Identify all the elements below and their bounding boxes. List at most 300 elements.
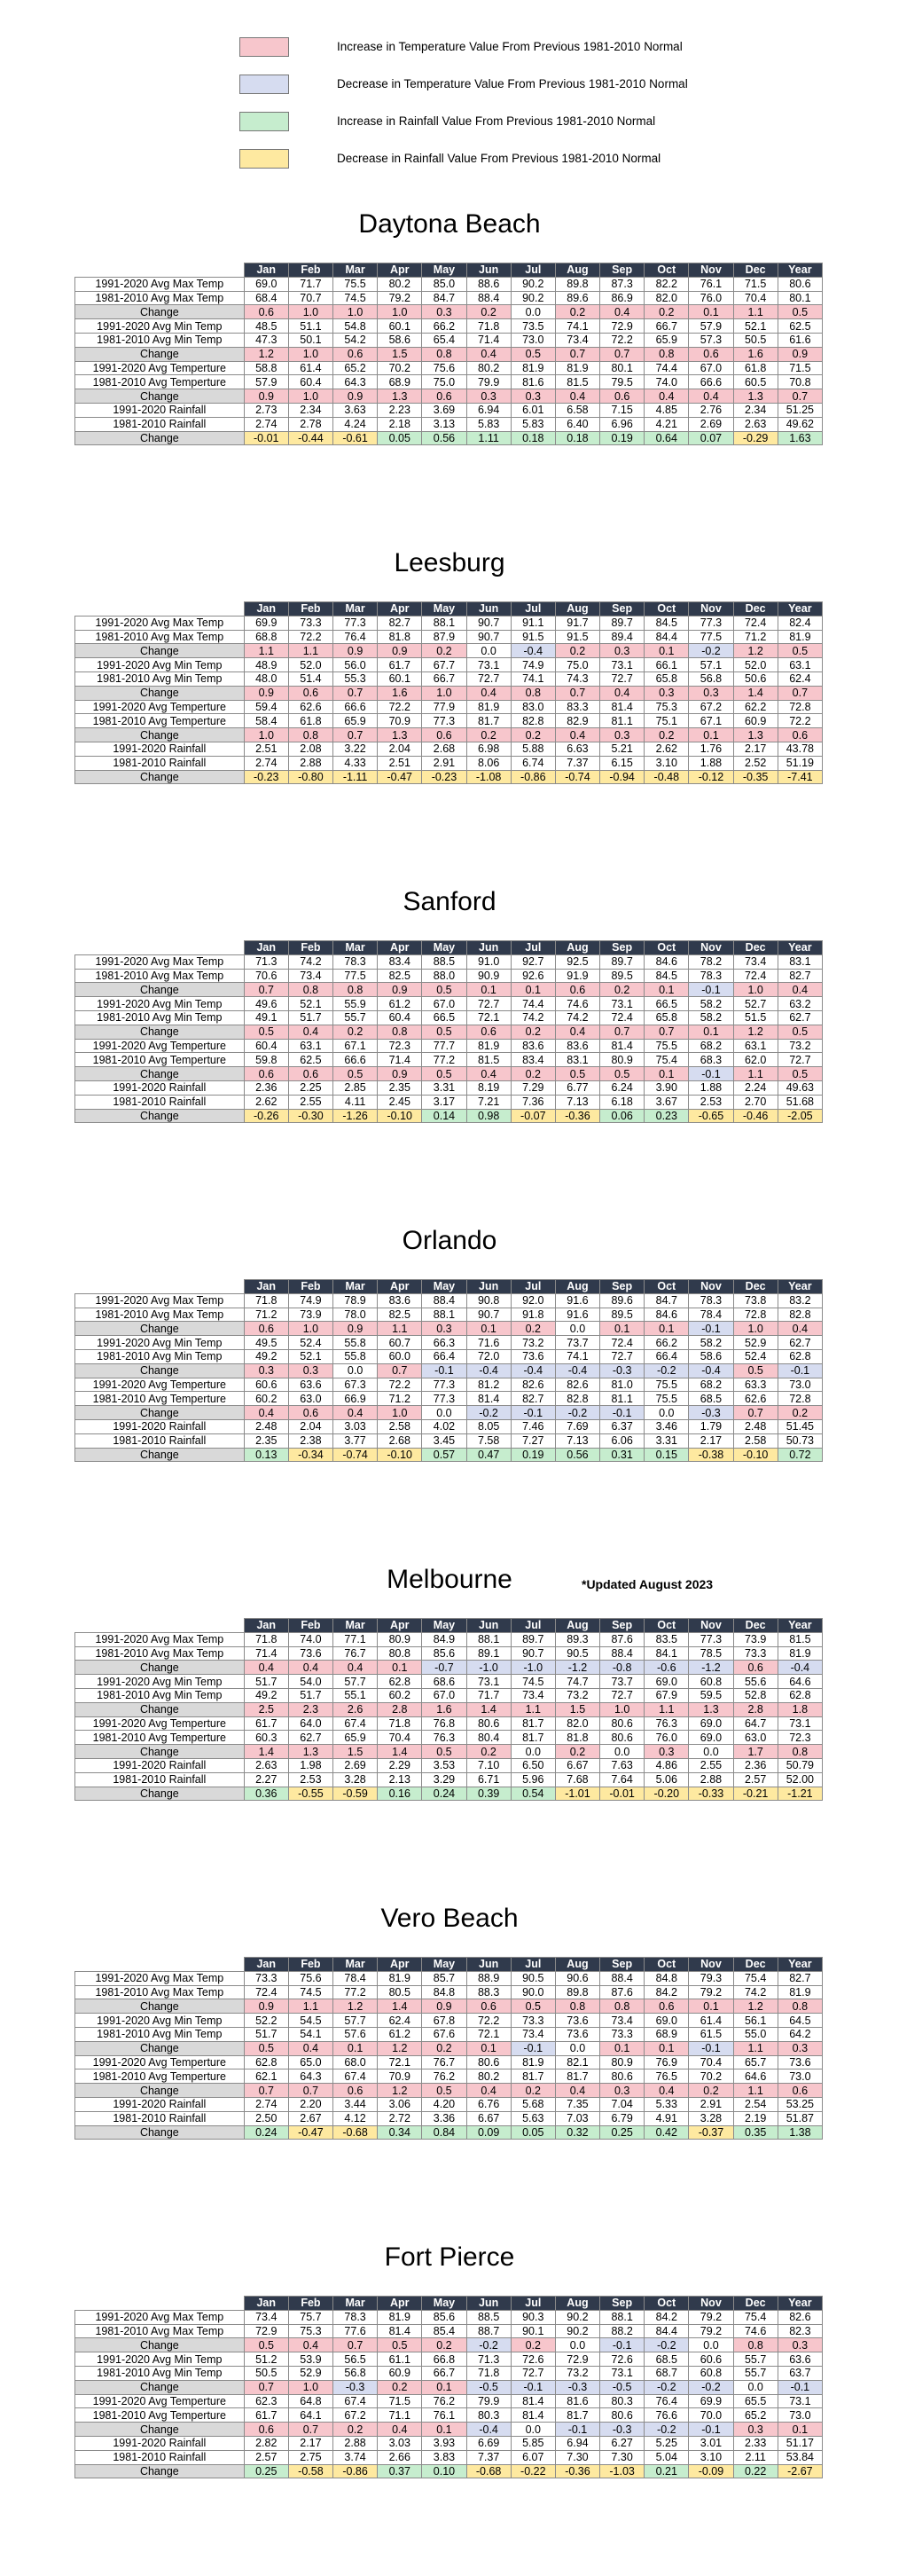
change-cell: 0.4 [778, 1322, 822, 1336]
value-cell: 81.4 [600, 1039, 645, 1053]
change-cell: 2.8 [733, 1702, 778, 1716]
value-cell: 78.3 [333, 2310, 378, 2324]
change-cell: 0.9 [333, 1322, 378, 1336]
value-cell: 50.6 [733, 671, 778, 686]
value-cell: 80.3 [466, 2408, 511, 2423]
column-header: Feb [288, 1619, 332, 1633]
value-cell: 81.7 [555, 2408, 599, 2423]
value-cell: 58.6 [689, 1349, 733, 1363]
value-cell: 90.7 [466, 630, 511, 644]
value-cell: 55.7 [333, 1010, 378, 1025]
value-cell: 64.8 [288, 2394, 332, 2408]
value-cell: 80.8 [378, 1646, 422, 1661]
value-cell: 7.10 [466, 1758, 511, 1772]
city-title: Leesburg [394, 548, 505, 577]
value-cell: 64.3 [333, 375, 378, 389]
value-cell: 57.3 [689, 333, 733, 347]
value-cell: 2.34 [288, 403, 332, 417]
change-cell: 0.5 [422, 2084, 466, 2098]
value-cell: 6.50 [511, 1758, 555, 1772]
value-cell: 88.4 [600, 1971, 645, 1985]
change-cell: 0.0 [555, 1322, 599, 1336]
change-cell: 0.47 [466, 1448, 511, 1462]
value-cell: 60.1 [378, 319, 422, 334]
change-cell: -0.86 [333, 2464, 378, 2478]
value-cell: 70.0 [689, 2408, 733, 2423]
change-cell: -0.2 [689, 644, 733, 658]
change-cell: 2.5 [244, 1702, 288, 1716]
change-cell: 0.4 [466, 347, 511, 361]
change-cell: 1.4 [244, 1745, 288, 1759]
change-cell: -0.58 [288, 2464, 332, 2478]
value-cell: 81.5 [555, 375, 599, 389]
change-cell: 0.6 [288, 686, 332, 700]
value-cell: 69.0 [244, 277, 288, 291]
row-label: 1981-2010 Rainfall [75, 417, 245, 431]
value-cell: 3.63 [333, 403, 378, 417]
value-cell: 3.28 [689, 2111, 733, 2125]
value-cell: 65.5 [733, 2394, 778, 2408]
value-cell: 70.8 [778, 375, 822, 389]
value-cell: 73.0 [778, 2069, 822, 2084]
value-cell: 72.4 [244, 1985, 288, 1999]
city-section [0, 1559, 899, 1898]
row-label: 1981-2010 Rainfall [75, 756, 245, 770]
value-cell: 2.52 [733, 756, 778, 770]
update-note: *Updated August 2023 [582, 1577, 714, 1591]
value-cell: 1.88 [689, 756, 733, 770]
value-cell: 62.7 [288, 1731, 332, 1745]
value-cell: 65.8 [645, 671, 689, 686]
value-cell: 49.6 [244, 997, 288, 1011]
city-title: Fort Pierce [384, 2242, 515, 2272]
value-cell: 63.7 [778, 2366, 822, 2380]
value-cell: 2.29 [378, 1758, 422, 1772]
change-cell: 1.2 [733, 644, 778, 658]
value-cell: 88.7 [466, 2324, 511, 2338]
row-label: 1981-2010 Avg Max Temp [75, 291, 245, 305]
change-cell: 0.4 [778, 983, 822, 997]
change-cell: -0.2 [466, 2338, 511, 2352]
column-header: Nov [689, 602, 733, 617]
value-cell: 77.5 [689, 630, 733, 644]
data-row [75, 616, 823, 630]
value-cell: 2.35 [378, 1080, 422, 1095]
data-row [75, 630, 823, 644]
value-cell: 51.7 [288, 1010, 332, 1025]
column-header: Sep [600, 602, 645, 617]
value-cell: 2.36 [733, 1758, 778, 1772]
change-cell: 1.5 [333, 1745, 378, 1759]
value-cell: 49.62 [778, 417, 822, 431]
value-cell: 5.96 [511, 1772, 555, 1787]
value-cell: 72.4 [600, 1010, 645, 1025]
value-cell: 7.46 [511, 1419, 555, 1433]
change-cell: 0.3 [600, 728, 645, 742]
climate-normals-table [74, 1957, 823, 2140]
row-label: 1991-2020 Avg Min Temp [75, 2352, 245, 2367]
row-label: 1981-2010 Avg Max Temp [75, 1308, 245, 1322]
value-cell: 80.6 [600, 2069, 645, 2084]
value-cell: 91.9 [555, 969, 599, 983]
value-cell: 2.48 [733, 1419, 778, 1433]
header-row [75, 1280, 823, 1294]
value-cell: 61.7 [244, 2408, 288, 2423]
value-cell: 68.8 [244, 630, 288, 644]
change-cell: -0.09 [689, 2464, 733, 2478]
value-cell: 80.5 [378, 1985, 422, 1999]
value-cell: 73.3 [288, 616, 332, 630]
legend-item-temp-decrease [239, 64, 807, 101]
change-cell: -0.46 [733, 1109, 778, 1123]
value-cell: 68.9 [645, 2027, 689, 2041]
value-cell: 74.5 [333, 291, 378, 305]
change-cell: 0.8 [422, 347, 466, 361]
value-cell: 66.6 [333, 700, 378, 714]
value-cell: 58.4 [244, 714, 288, 728]
change-cell: -0.1 [689, 2423, 733, 2437]
change-cell: -0.1 [689, 983, 733, 997]
value-cell: 72.7 [600, 1349, 645, 1363]
city-title: Melbourne [387, 1565, 512, 1594]
column-header: Jul [511, 1958, 555, 1972]
value-cell: 64.1 [288, 2408, 332, 2423]
value-cell: 62.8 [778, 1688, 822, 1702]
value-cell: 51.1 [288, 319, 332, 334]
value-cell: 2.38 [288, 1433, 332, 1448]
column-header: Jan [244, 2297, 288, 2311]
value-cell: 66.6 [689, 375, 733, 389]
change-cell: 0.2 [511, 2084, 555, 2098]
value-cell: 87.6 [600, 1632, 645, 1646]
data-row [75, 714, 823, 728]
data-row [75, 375, 823, 389]
row-label: 1981-2010 Avg Max Temp [75, 1985, 245, 1999]
value-cell: 81.7 [511, 2069, 555, 2084]
value-cell: 2.54 [733, 2097, 778, 2111]
value-cell: 65.9 [333, 714, 378, 728]
change-cell: -0.1 [555, 2423, 599, 2437]
value-cell: 66.2 [422, 319, 466, 334]
column-header: Aug [555, 263, 599, 278]
change-cell: 1.2 [733, 1999, 778, 2014]
legend-swatch [239, 112, 289, 131]
data-row [75, 319, 823, 334]
change-cell: 1.8 [778, 1702, 822, 1716]
value-cell: 71.8 [466, 319, 511, 334]
change-cell: 0.6 [288, 1406, 332, 1420]
value-cell: 2.55 [689, 1758, 733, 1772]
change-cell: 0.56 [422, 431, 466, 445]
change-cell: 0.6 [244, 305, 288, 319]
value-cell: 77.2 [333, 1985, 378, 1999]
change-cell: 1.7 [733, 1745, 778, 1759]
row-label: 1981-2010 Avg Max Temp [75, 1646, 245, 1661]
value-cell: 65.9 [645, 333, 689, 347]
value-cell: 89.7 [511, 1632, 555, 1646]
value-cell: 76.0 [689, 291, 733, 305]
row-label: 1981-2010 Rainfall [75, 1772, 245, 1787]
value-cell: 5.33 [645, 2097, 689, 2111]
value-cell: 78.5 [689, 1646, 733, 1661]
value-cell: 65.8 [645, 1010, 689, 1025]
value-cell: 73.1 [600, 997, 645, 1011]
change-cell: 0.6 [244, 1067, 288, 1081]
value-cell: 55.8 [333, 1336, 378, 1350]
column-header: Sep [600, 1958, 645, 1972]
change-cell: 0.5 [600, 1067, 645, 1081]
data-row [75, 658, 823, 672]
value-cell: 2.13 [378, 1772, 422, 1787]
value-cell: 81.9 [778, 1646, 822, 1661]
value-cell: 7.64 [600, 1772, 645, 1787]
column-header: Nov [689, 1958, 733, 1972]
column-header: Year [778, 1958, 822, 1972]
value-cell: 66.7 [422, 671, 466, 686]
value-cell: 7.37 [466, 2450, 511, 2464]
value-cell: 70.9 [378, 2069, 422, 2084]
value-cell: 73.3 [600, 2027, 645, 2041]
change-cell: 0.4 [333, 1406, 378, 1420]
value-cell: 3.31 [645, 1433, 689, 1448]
data-row [75, 2310, 823, 2324]
value-cell: 84.5 [645, 969, 689, 983]
value-cell: 73.6 [511, 1349, 555, 1363]
change-cell: 0.1 [511, 983, 555, 997]
row-label: Change [75, 983, 245, 997]
column-header: Nov [689, 1280, 733, 1294]
value-cell: 3.46 [645, 1419, 689, 1433]
change-cell: 1.0 [422, 686, 466, 700]
value-cell: 72.0 [466, 1349, 511, 1363]
change-cell: 0.0 [511, 1745, 555, 1759]
value-cell: 80.6 [778, 277, 822, 291]
row-label: 1981-2010 Avg Temperture [75, 375, 245, 389]
value-cell: 65.9 [333, 1731, 378, 1745]
column-header: Dec [733, 602, 778, 617]
column-header: Aug [555, 941, 599, 955]
change-cell: -0.1 [600, 2338, 645, 2352]
change-cell: 0.9 [378, 644, 422, 658]
row-label: Change [75, 770, 245, 784]
row-label: Change [75, 1025, 245, 1039]
change-cell: 0.2 [333, 2423, 378, 2437]
value-cell: 62.6 [288, 700, 332, 714]
value-cell: 77.3 [333, 616, 378, 630]
change-cell: 0.7 [555, 347, 599, 361]
value-cell: 76.2 [422, 2394, 466, 2408]
change-cell: 0.7 [555, 686, 599, 700]
value-cell: 57.7 [333, 1675, 378, 1689]
value-cell: 50.5 [244, 2366, 288, 2380]
change-cell: 1.4 [733, 686, 778, 700]
change-cell: -0.34 [288, 1448, 332, 1462]
value-cell: 70.4 [733, 291, 778, 305]
value-cell: 70.4 [689, 2055, 733, 2069]
value-cell: 77.7 [422, 1039, 466, 1053]
value-cell: 56.8 [333, 2366, 378, 2380]
value-cell: 55.8 [333, 1349, 378, 1363]
value-cell: 72.4 [600, 1336, 645, 1350]
value-cell: 2.17 [288, 2436, 332, 2450]
change-cell: 0.6 [645, 1999, 689, 2014]
change-cell: -0.47 [378, 770, 422, 784]
value-cell: 81.9 [466, 700, 511, 714]
value-cell: 60.9 [733, 714, 778, 728]
change-row [75, 1787, 823, 1801]
city-section [0, 882, 899, 1221]
change-cell: 0.7 [600, 347, 645, 361]
column-header: Year [778, 2297, 822, 2311]
legend-swatch [239, 149, 289, 169]
value-cell: 60.4 [378, 1010, 422, 1025]
value-cell: 6.07 [511, 2450, 555, 2464]
change-cell: 1.1 [733, 1067, 778, 1081]
value-cell: 65.2 [333, 361, 378, 375]
value-cell: 66.8 [422, 2352, 466, 2367]
change-cell: 0.9 [778, 347, 822, 361]
value-cell: 60.4 [288, 375, 332, 389]
value-cell: 76.4 [645, 2394, 689, 2408]
change-row [75, 1025, 823, 1039]
value-cell: 84.9 [422, 1632, 466, 1646]
value-cell: 88.5 [422, 954, 466, 969]
column-header: Mar [333, 602, 378, 617]
value-cell: 52.0 [288, 658, 332, 672]
change-cell: 0.7 [378, 1363, 422, 1378]
value-cell: 8.05 [466, 1419, 511, 1433]
column-header: Oct [645, 1619, 689, 1633]
value-cell: 70.2 [378, 361, 422, 375]
value-cell: 83.6 [511, 1039, 555, 1053]
value-cell: 88.9 [466, 1971, 511, 1985]
value-cell: 67.2 [689, 700, 733, 714]
value-cell: 72.6 [511, 2352, 555, 2367]
change-cell: -0.6 [645, 1661, 689, 1675]
value-cell: 90.6 [555, 1971, 599, 1985]
column-header: Year [778, 941, 822, 955]
change-cell: 0.6 [733, 1661, 778, 1675]
value-cell: 6.96 [600, 417, 645, 431]
column-header: Nov [689, 941, 733, 955]
value-cell: 76.0 [645, 1731, 689, 1745]
value-cell: 71.3 [244, 954, 288, 969]
change-cell: 0.4 [466, 1067, 511, 1081]
row-label: 1981-2010 Avg Temperture [75, 2069, 245, 2084]
value-cell: 72.7 [778, 1053, 822, 1067]
data-row [75, 1378, 823, 1392]
value-cell: 80.6 [600, 1731, 645, 1745]
value-cell: 56.5 [333, 2352, 378, 2367]
value-cell: 69.9 [689, 2394, 733, 2408]
column-header: Jan [244, 602, 288, 617]
row-label: Change [75, 2084, 245, 2098]
change-cell: 0.0 [466, 644, 511, 658]
change-cell: 1.5 [555, 1702, 599, 1716]
change-cell: 0.0 [422, 1406, 466, 1420]
value-cell: 58.2 [689, 1336, 733, 1350]
value-cell: 72.2 [378, 700, 422, 714]
change-cell: 0.72 [778, 1448, 822, 1462]
header-row [75, 941, 823, 955]
value-cell: 74.2 [555, 1010, 599, 1025]
value-cell: 81.1 [600, 714, 645, 728]
column-header: Mar [333, 2297, 378, 2311]
value-cell: 74.6 [733, 2324, 778, 2338]
value-cell: 57.9 [689, 319, 733, 334]
row-label: 1991-2020 Avg Temperture [75, 2055, 245, 2069]
column-header: Aug [555, 1958, 599, 1972]
value-cell: 58.2 [689, 997, 733, 1011]
change-cell: -0.01 [600, 1787, 645, 1801]
row-label: Change [75, 2464, 245, 2478]
change-cell: 0.2 [333, 1025, 378, 1039]
change-cell: -2.67 [778, 2464, 822, 2478]
value-cell: 5.83 [511, 417, 555, 431]
value-cell: 60.7 [378, 1336, 422, 1350]
column-header: Year [778, 1280, 822, 1294]
change-cell: -0.1 [689, 1322, 733, 1336]
data-row [75, 1675, 823, 1689]
value-cell: 57.6 [333, 2027, 378, 2041]
city-section [0, 1898, 899, 2237]
change-cell: 1.1 [511, 1702, 555, 1716]
value-cell: 4.91 [645, 2111, 689, 2125]
value-cell: 64.6 [778, 1675, 822, 1689]
value-cell: 71.4 [466, 333, 511, 347]
change-cell: 1.2 [378, 2041, 422, 2055]
value-cell: 73.7 [555, 1336, 599, 1350]
value-cell: 52.1 [288, 1349, 332, 1363]
value-cell: 86.9 [600, 291, 645, 305]
value-cell: 2.78 [288, 417, 332, 431]
row-label: 1981-2010 Avg Temperture [75, 2408, 245, 2423]
value-cell: 52.4 [733, 1349, 778, 1363]
change-cell: 1.1 [733, 2041, 778, 2055]
value-cell: 80.9 [378, 1632, 422, 1646]
value-cell: 59.4 [244, 700, 288, 714]
change-cell: 1.2 [733, 1025, 778, 1039]
value-cell: 90.2 [555, 2310, 599, 2324]
value-cell: 72.8 [733, 1308, 778, 1322]
change-cell: 0.07 [689, 431, 733, 445]
row-label: 1991-2020 Avg Max Temp [75, 616, 245, 630]
change-cell: 0.6 [466, 1025, 511, 1039]
value-cell: 81.8 [378, 630, 422, 644]
change-cell: 1.2 [333, 1999, 378, 2014]
value-cell: 3.06 [378, 2097, 422, 2111]
value-cell: 65.7 [733, 2055, 778, 2069]
change-row [75, 1661, 823, 1675]
value-cell: 51.17 [778, 2436, 822, 2450]
change-cell: 0.5 [778, 1067, 822, 1081]
column-header: Jun [466, 602, 511, 617]
column-header: Sep [600, 1619, 645, 1633]
value-cell: 4.11 [333, 1095, 378, 1109]
change-cell: 0.5 [733, 1363, 778, 1378]
data-row [75, 700, 823, 714]
change-cell: 0.4 [645, 2084, 689, 2098]
value-cell: 52.9 [733, 1336, 778, 1350]
change-cell: 0.6 [555, 983, 599, 997]
change-cell: 0.0 [333, 1363, 378, 1378]
column-header: Nov [689, 1619, 733, 1633]
value-cell: 76.4 [333, 630, 378, 644]
value-cell: 68.6 [422, 1675, 466, 1689]
value-cell: 87.6 [600, 1985, 645, 1999]
value-cell: 6.71 [466, 1772, 511, 1787]
column-header: Aug [555, 2297, 599, 2311]
